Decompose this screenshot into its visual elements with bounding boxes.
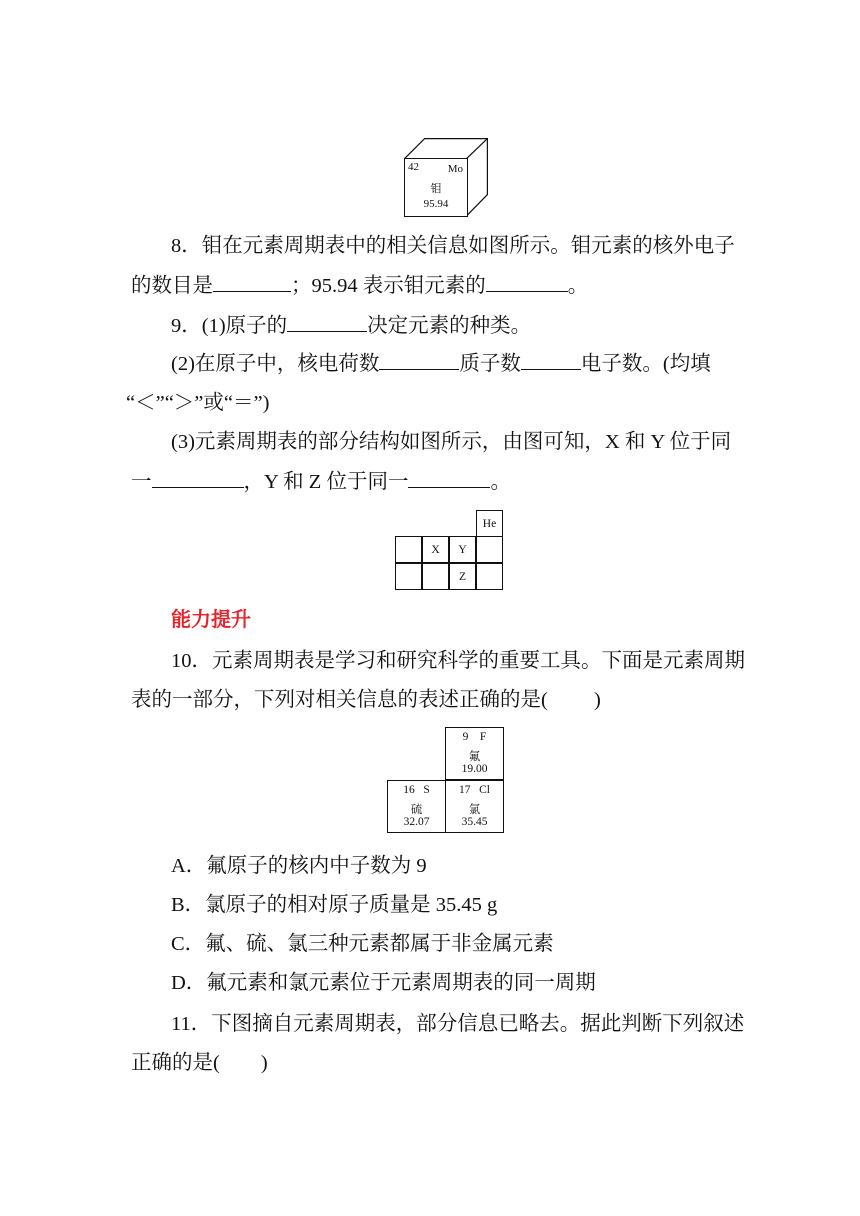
- element-number-symbol: 17 Cl: [459, 784, 490, 796]
- molybdenum-element-box: [404, 138, 488, 218]
- q9-part2-c: 电子数。(均填: [580, 353, 711, 375]
- q9-part2-b: 质子数: [459, 353, 521, 375]
- q10-option-d[interactable]: D．氟元素和氯元素位于元素周期表的同一周期: [171, 972, 596, 994]
- atomic-mass: 95.94: [423, 198, 449, 210]
- grid-cell-empty: [395, 563, 422, 590]
- grid-cell-empty: [395, 536, 422, 563]
- q10-option-a[interactable]: A．氟原子的核内中子数为 9: [171, 855, 427, 877]
- element-name: 硫: [410, 804, 423, 816]
- q9-part3-c: 。: [490, 471, 511, 493]
- q8-blank-2[interactable]: [486, 273, 568, 292]
- q10-option-c[interactable]: C．氟、硫、氯三种元素都属于非金属元素: [171, 933, 554, 955]
- grid-cell-he: He: [476, 510, 503, 537]
- q9-blank-2[interactable]: [379, 351, 459, 370]
- q8-text-c: 。: [567, 275, 589, 297]
- q11-line2: 正确的是( ): [131, 1052, 268, 1074]
- q9-part3-line1: (3)元素周期表的部分结构如图所示，由图可知，X 和 Y 位于同: [171, 431, 732, 453]
- q9-part3-b: ，Y 和 Z 位于同一: [243, 471, 409, 493]
- q9-part3-line2: [131, 468, 511, 496]
- q10-line2: 表的一部分，下列对相关信息的表述正确的是( ): [131, 689, 601, 711]
- grid-cell-empty: [476, 536, 503, 563]
- grid-cell-empty: [476, 563, 503, 590]
- q9-part2: [171, 350, 711, 378]
- grid-cell-x: X: [422, 536, 449, 563]
- q9-part1-a: 9．(1)原子的: [171, 315, 288, 337]
- grid-cell-y: Y: [449, 536, 476, 563]
- element-name: 钼: [430, 183, 442, 195]
- q8-line2: [131, 272, 588, 300]
- grid-cell-empty: [422, 563, 449, 590]
- q9-part2-a: (2)在原子中，核电荷数: [171, 353, 380, 375]
- q10-option-b[interactable]: B．氯原子的相对原子质量是 35.45 g: [171, 894, 498, 916]
- atomic-number: 42: [408, 161, 419, 173]
- q8-line1: 8．钼在元素周期表中的相关信息如图所示。钼元素的核外电子: [171, 235, 735, 257]
- q9-part2-line2: “＜”“＞”或“＝”): [126, 392, 270, 414]
- q9-part3-a: 一: [131, 471, 152, 493]
- element-number-symbol: 16 S: [403, 784, 430, 796]
- element-mass: 32.07: [403, 816, 430, 828]
- cube-front-face: [404, 158, 468, 217]
- element-mass: 35.45: [461, 816, 488, 828]
- grid-cell-z: Z: [449, 563, 476, 590]
- element-symbol: Mo: [447, 163, 463, 175]
- element-box-chlorine: [445, 780, 504, 833]
- element-box-fluorine: [445, 727, 504, 780]
- q9-blank-1[interactable]: [287, 313, 367, 332]
- q8-blank-1[interactable]: [213, 273, 291, 292]
- element-name: 氯: [468, 804, 481, 816]
- element-number-symbol: 9 F: [462, 731, 487, 743]
- q8-text-b: ；95.94 表示钼元素的: [291, 275, 486, 297]
- element-box-sulfur: [387, 780, 446, 833]
- q9-part1-b: 决定元素的种类。: [367, 315, 532, 337]
- q9-blank-3[interactable]: [521, 351, 581, 370]
- q8-text-a: 的数目是: [131, 275, 213, 297]
- q9-blank-5[interactable]: [408, 469, 490, 488]
- element-mass: 19.00: [461, 763, 488, 775]
- q9-blank-4[interactable]: [152, 469, 244, 488]
- section-heading: 能力提升: [171, 609, 251, 631]
- element-name: 氟: [468, 751, 481, 763]
- q11-line1: 11．下图摘自元素周期表，部分信息已略去。据此判断下列叙述: [171, 1013, 745, 1035]
- q9-part1: [171, 312, 531, 340]
- q10-line1: 10．元素周期表是学习和研究科学的重要工具。下面是元素周期: [171, 650, 745, 672]
